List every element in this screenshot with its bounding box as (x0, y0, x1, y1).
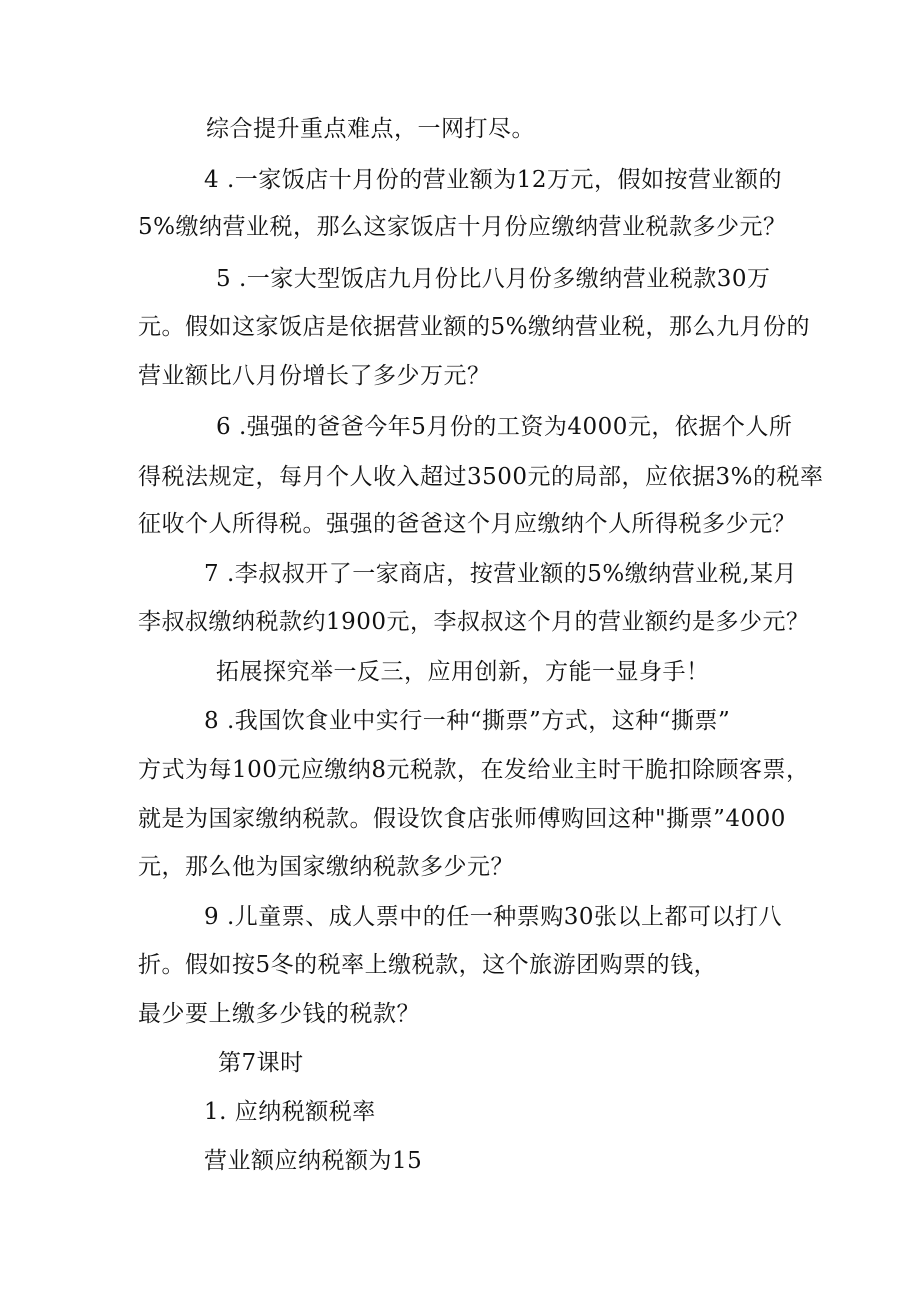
text-line: 最少要上缴多少钱的税款？ (138, 1001, 420, 1027)
text-line: 1. 应纳税额税率 (204, 1099, 376, 1125)
text-line: 营业额比八月份增长了多少万元？ (138, 363, 491, 389)
text-line: 折。假如按5冬的税率上缴税款，这个旅游团购票的钱， (138, 952, 718, 978)
text-line: 拓展探究举一反三，应用创新，方能一显身手！ (216, 659, 710, 685)
text-line: 9 .儿童票、成人票中的任一种票购30张以上都可以打八 (204, 904, 783, 930)
text-line: 营业额应纳税额为15 (204, 1148, 423, 1174)
text-line: 就是为国家缴纳税款。假设饮食店张师傅购回这种"撕票”4000 (138, 806, 786, 832)
text-line: 方式为每100元应缴纳8元税款，在发给业主时干脆扣除顾客票， (138, 757, 810, 783)
text-line: 4 .一家饭店十月份的营业额为12万元，假如按营业额的 (204, 167, 783, 193)
text-line: 元，那么他为国家缴纳税款多少元？ (138, 854, 514, 880)
text-line: 8 .我国饮食业中实行一种“撕票”方式，这种“撕票” (204, 708, 731, 734)
text-line: 李叔叔缴纳税款约1900元，李叔叔这个月的营业额约是多少元？ (138, 609, 810, 635)
text-line: 元。假如这家饭店是依据营业额的5%缴纳营业税，那么九月份的 (138, 314, 810, 340)
section-heading: 第7课时 (218, 1050, 304, 1076)
text-line: 得税法规定，每月个人收入超过3500元的局部，应依据3%的税率 (138, 464, 824, 490)
text-line: 综合提升重点难点，一网打尽。 (206, 116, 535, 142)
text-line: 6 .强强的爸爸今年5月份的工资为4000元，依据个人所 (216, 414, 793, 440)
text-line: 5%缴纳营业税，那么这家饭店十月份应缴纳营业税款多少元？ (138, 214, 787, 240)
text-line: 征收个人所得税。强强的爸爸这个月应缴纳个人所得税多少元？ (138, 511, 796, 537)
text-line: 7 .李叔叔开了一家商店，按营业额的5%缴纳营业税,某月 (204, 561, 798, 587)
text-line: 5 .一家大型饭店九月份比八月份多缴纳营业税款30万 (216, 266, 771, 292)
